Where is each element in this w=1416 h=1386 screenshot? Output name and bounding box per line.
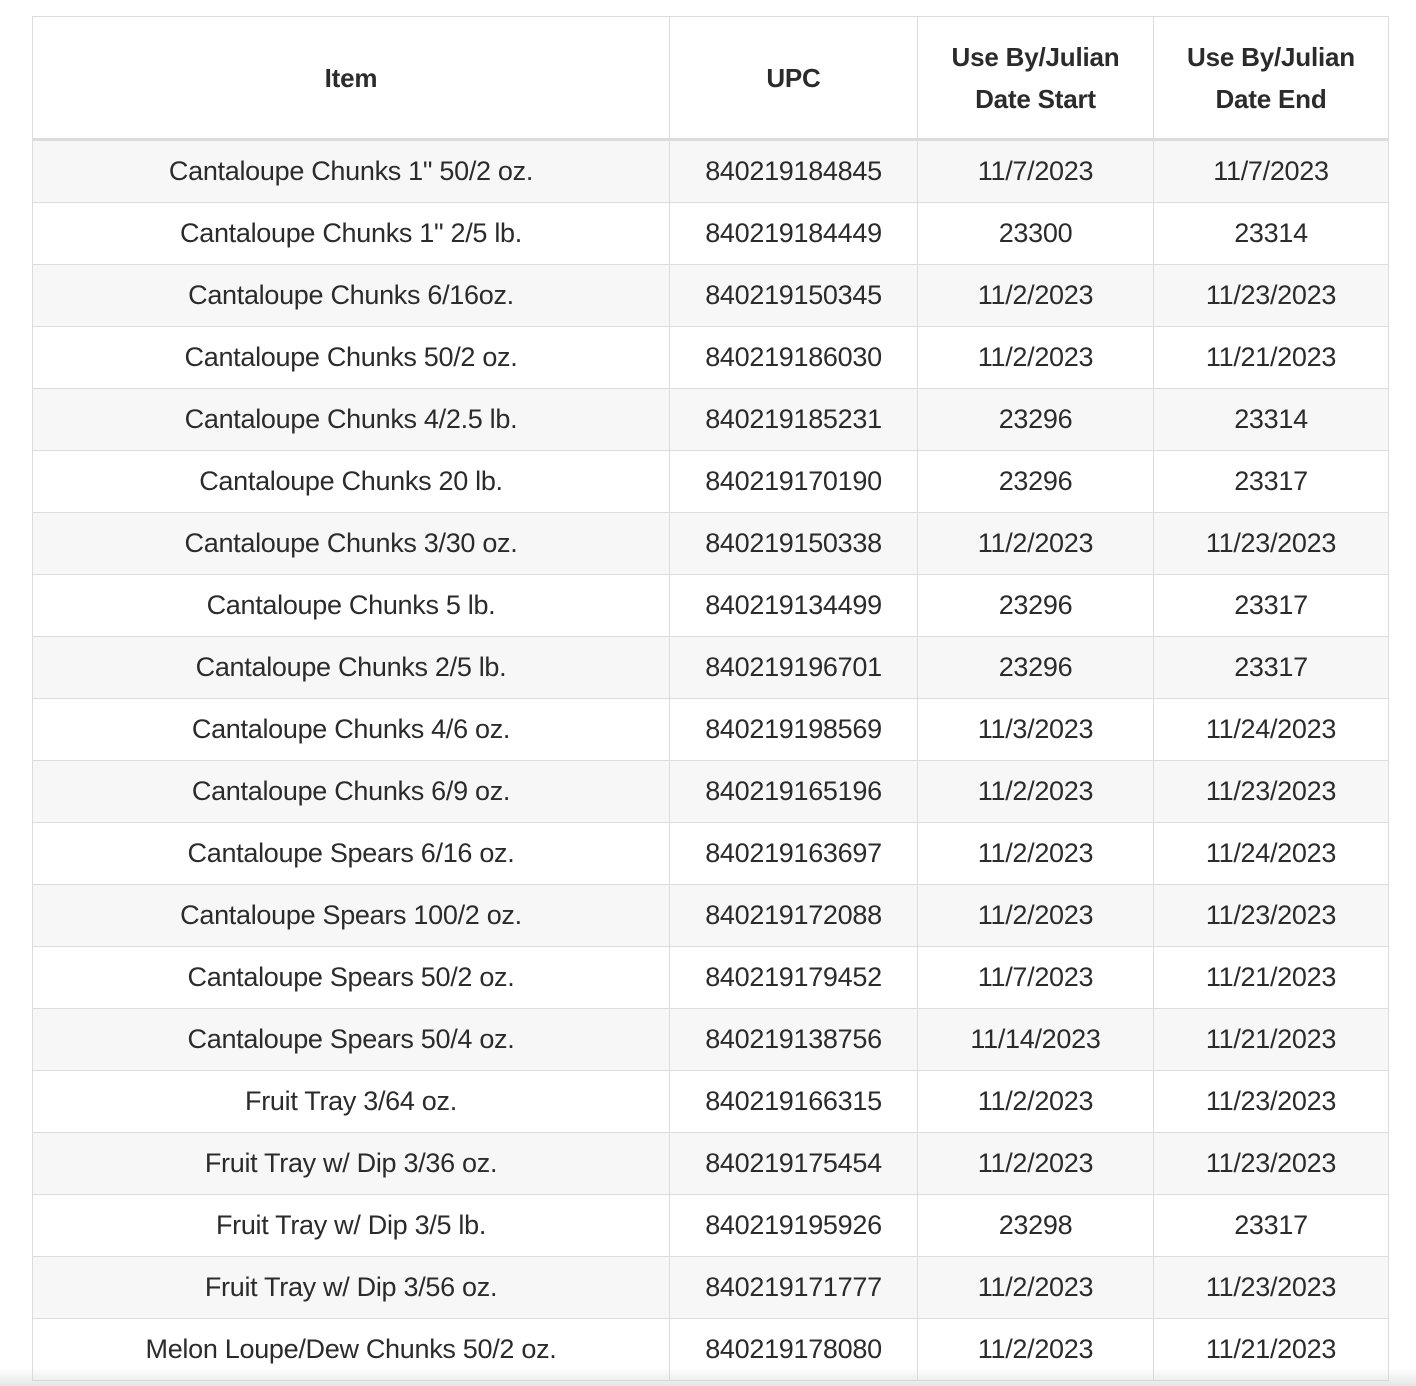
cell-date-end: 11/23/2023 xyxy=(1154,1071,1389,1133)
cell-date-start: 11/2/2023 xyxy=(918,1133,1154,1195)
cell-date-end: 11/21/2023 xyxy=(1154,947,1389,1009)
cell-item: Cantaloupe Chunks 3/30 oz. xyxy=(33,513,670,575)
table-row xyxy=(33,823,1389,885)
cell-date-end: 23317 xyxy=(1154,1195,1389,1257)
cell-upc: 840219171777 xyxy=(670,1257,918,1319)
header-date-start: Use By/Julian Date Start xyxy=(918,17,1154,140)
cell-date-start: 11/2/2023 xyxy=(918,885,1154,947)
table-row xyxy=(33,1319,1389,1381)
cell-date-end: 23317 xyxy=(1154,637,1389,699)
cell-item: Cantaloupe Spears 6/16 oz. xyxy=(33,823,670,885)
cell-upc: 840219172088 xyxy=(670,885,918,947)
cell-date-start: 23296 xyxy=(918,389,1154,451)
cell-date-start: 11/2/2023 xyxy=(918,1257,1154,1319)
cell-date-start: 11/14/2023 xyxy=(918,1009,1154,1071)
table-row xyxy=(33,1195,1389,1257)
recall-table xyxy=(32,16,1389,1381)
cell-date-end: 11/21/2023 xyxy=(1154,1009,1389,1071)
table-row xyxy=(33,947,1389,1009)
cell-date-end: 11/23/2023 xyxy=(1154,265,1389,327)
table-row xyxy=(33,140,1389,203)
cell-date-end: 11/23/2023 xyxy=(1154,885,1389,947)
cell-upc: 840219186030 xyxy=(670,327,918,389)
cell-item: Cantaloupe Chunks 50/2 oz. xyxy=(33,327,670,389)
cell-date-end: 11/23/2023 xyxy=(1154,761,1389,823)
table-row xyxy=(33,1071,1389,1133)
cell-upc: 840219184845 xyxy=(670,140,918,203)
cell-date-end: 11/23/2023 xyxy=(1154,1257,1389,1319)
cell-date-start: 11/7/2023 xyxy=(918,947,1154,1009)
cell-date-start: 11/2/2023 xyxy=(918,761,1154,823)
cell-upc: 840219196701 xyxy=(670,637,918,699)
cell-upc: 840219178080 xyxy=(670,1319,918,1381)
cell-item: Cantaloupe Spears 50/2 oz. xyxy=(33,947,670,1009)
table-body xyxy=(33,140,1389,1381)
cell-date-start: 23300 xyxy=(918,203,1154,265)
cell-upc: 840219175454 xyxy=(670,1133,918,1195)
cell-date-start: 23296 xyxy=(918,451,1154,513)
table-row xyxy=(33,575,1389,637)
cell-date-start: 23296 xyxy=(918,637,1154,699)
table-row xyxy=(33,699,1389,761)
cell-upc: 840219179452 xyxy=(670,947,918,1009)
cell-date-end: 11/21/2023 xyxy=(1154,1319,1389,1381)
cell-item: Cantaloupe Chunks 2/5 lb. xyxy=(33,637,670,699)
cell-item: Cantaloupe Chunks 6/16oz. xyxy=(33,265,670,327)
cell-date-start: 11/7/2023 xyxy=(918,140,1154,203)
cell-date-start: 11/2/2023 xyxy=(918,327,1154,389)
cell-upc: 840219150338 xyxy=(670,513,918,575)
table-row xyxy=(33,513,1389,575)
cell-upc: 840219170190 xyxy=(670,451,918,513)
table-row xyxy=(33,1257,1389,1319)
cell-date-start: 23298 xyxy=(918,1195,1154,1257)
cell-date-end: 23314 xyxy=(1154,389,1389,451)
cell-upc: 840219184449 xyxy=(670,203,918,265)
cell-upc: 840219150345 xyxy=(670,265,918,327)
cell-date-start: 23296 xyxy=(918,575,1154,637)
cell-item: Cantaloupe Chunks 20 lb. xyxy=(33,451,670,513)
table-row xyxy=(33,265,1389,327)
table-row xyxy=(33,1009,1389,1071)
cell-date-end: 11/21/2023 xyxy=(1154,327,1389,389)
cell-item: Melon Loupe/Dew Chunks 50/2 oz. xyxy=(33,1319,670,1381)
cell-upc: 840219198569 xyxy=(670,699,918,761)
cell-date-end: 23314 xyxy=(1154,203,1389,265)
cell-date-end: 11/23/2023 xyxy=(1154,1133,1389,1195)
table-row xyxy=(33,1133,1389,1195)
cell-upc: 840219163697 xyxy=(670,823,918,885)
cell-date-start: 11/2/2023 xyxy=(918,513,1154,575)
cell-date-start: 11/2/2023 xyxy=(918,265,1154,327)
table-row xyxy=(33,389,1389,451)
table-row xyxy=(33,327,1389,389)
cell-item: Fruit Tray 3/64 oz. xyxy=(33,1071,670,1133)
header-upc: UPC xyxy=(670,17,918,140)
cell-date-start: 11/2/2023 xyxy=(918,1319,1154,1381)
header-item: Item xyxy=(33,17,670,140)
cell-upc: 840219166315 xyxy=(670,1071,918,1133)
table-row xyxy=(33,637,1389,699)
cell-date-start: 11/2/2023 xyxy=(918,823,1154,885)
cell-date-end: 23317 xyxy=(1154,451,1389,513)
cell-date-start: 11/3/2023 xyxy=(918,699,1154,761)
cell-upc: 840219195926 xyxy=(670,1195,918,1257)
table-row xyxy=(33,885,1389,947)
cell-upc: 840219134499 xyxy=(670,575,918,637)
cell-item: Fruit Tray w/ Dip 3/5 lb. xyxy=(33,1195,670,1257)
cell-date-end: 11/23/2023 xyxy=(1154,513,1389,575)
cell-upc: 840219165196 xyxy=(670,761,918,823)
table-header xyxy=(33,17,1389,140)
header-date-end: Use By/Julian Date End xyxy=(1154,17,1389,140)
cell-item: Fruit Tray w/ Dip 3/56 oz. xyxy=(33,1257,670,1319)
cell-item: Cantaloupe Chunks 6/9 oz. xyxy=(33,761,670,823)
recall-table-container xyxy=(32,16,1388,1381)
cell-item: Cantaloupe Spears 50/4 oz. xyxy=(33,1009,670,1071)
cell-upc: 840219138756 xyxy=(670,1009,918,1071)
table-row xyxy=(33,203,1389,265)
table-row xyxy=(33,451,1389,513)
cell-item: Cantaloupe Chunks 4/2.5 lb. xyxy=(33,389,670,451)
cell-item: Cantaloupe Chunks 1" 50/2 oz. xyxy=(33,140,670,203)
table-row xyxy=(33,761,1389,823)
cell-date-start: 11/2/2023 xyxy=(918,1071,1154,1133)
cell-item: Fruit Tray w/ Dip 3/36 oz. xyxy=(33,1133,670,1195)
header-row xyxy=(33,17,1389,140)
cell-item: Cantaloupe Chunks 5 lb. xyxy=(33,575,670,637)
cell-date-end: 11/24/2023 xyxy=(1154,823,1389,885)
cell-upc: 840219185231 xyxy=(670,389,918,451)
cell-date-end: 23317 xyxy=(1154,575,1389,637)
cell-item: Cantaloupe Chunks 1" 2/5 lb. xyxy=(33,203,670,265)
cell-item: Cantaloupe Chunks 4/6 oz. xyxy=(33,699,670,761)
cell-date-end: 11/7/2023 xyxy=(1154,140,1389,203)
cell-item: Cantaloupe Spears 100/2 oz. xyxy=(33,885,670,947)
cell-date-end: 11/24/2023 xyxy=(1154,699,1389,761)
